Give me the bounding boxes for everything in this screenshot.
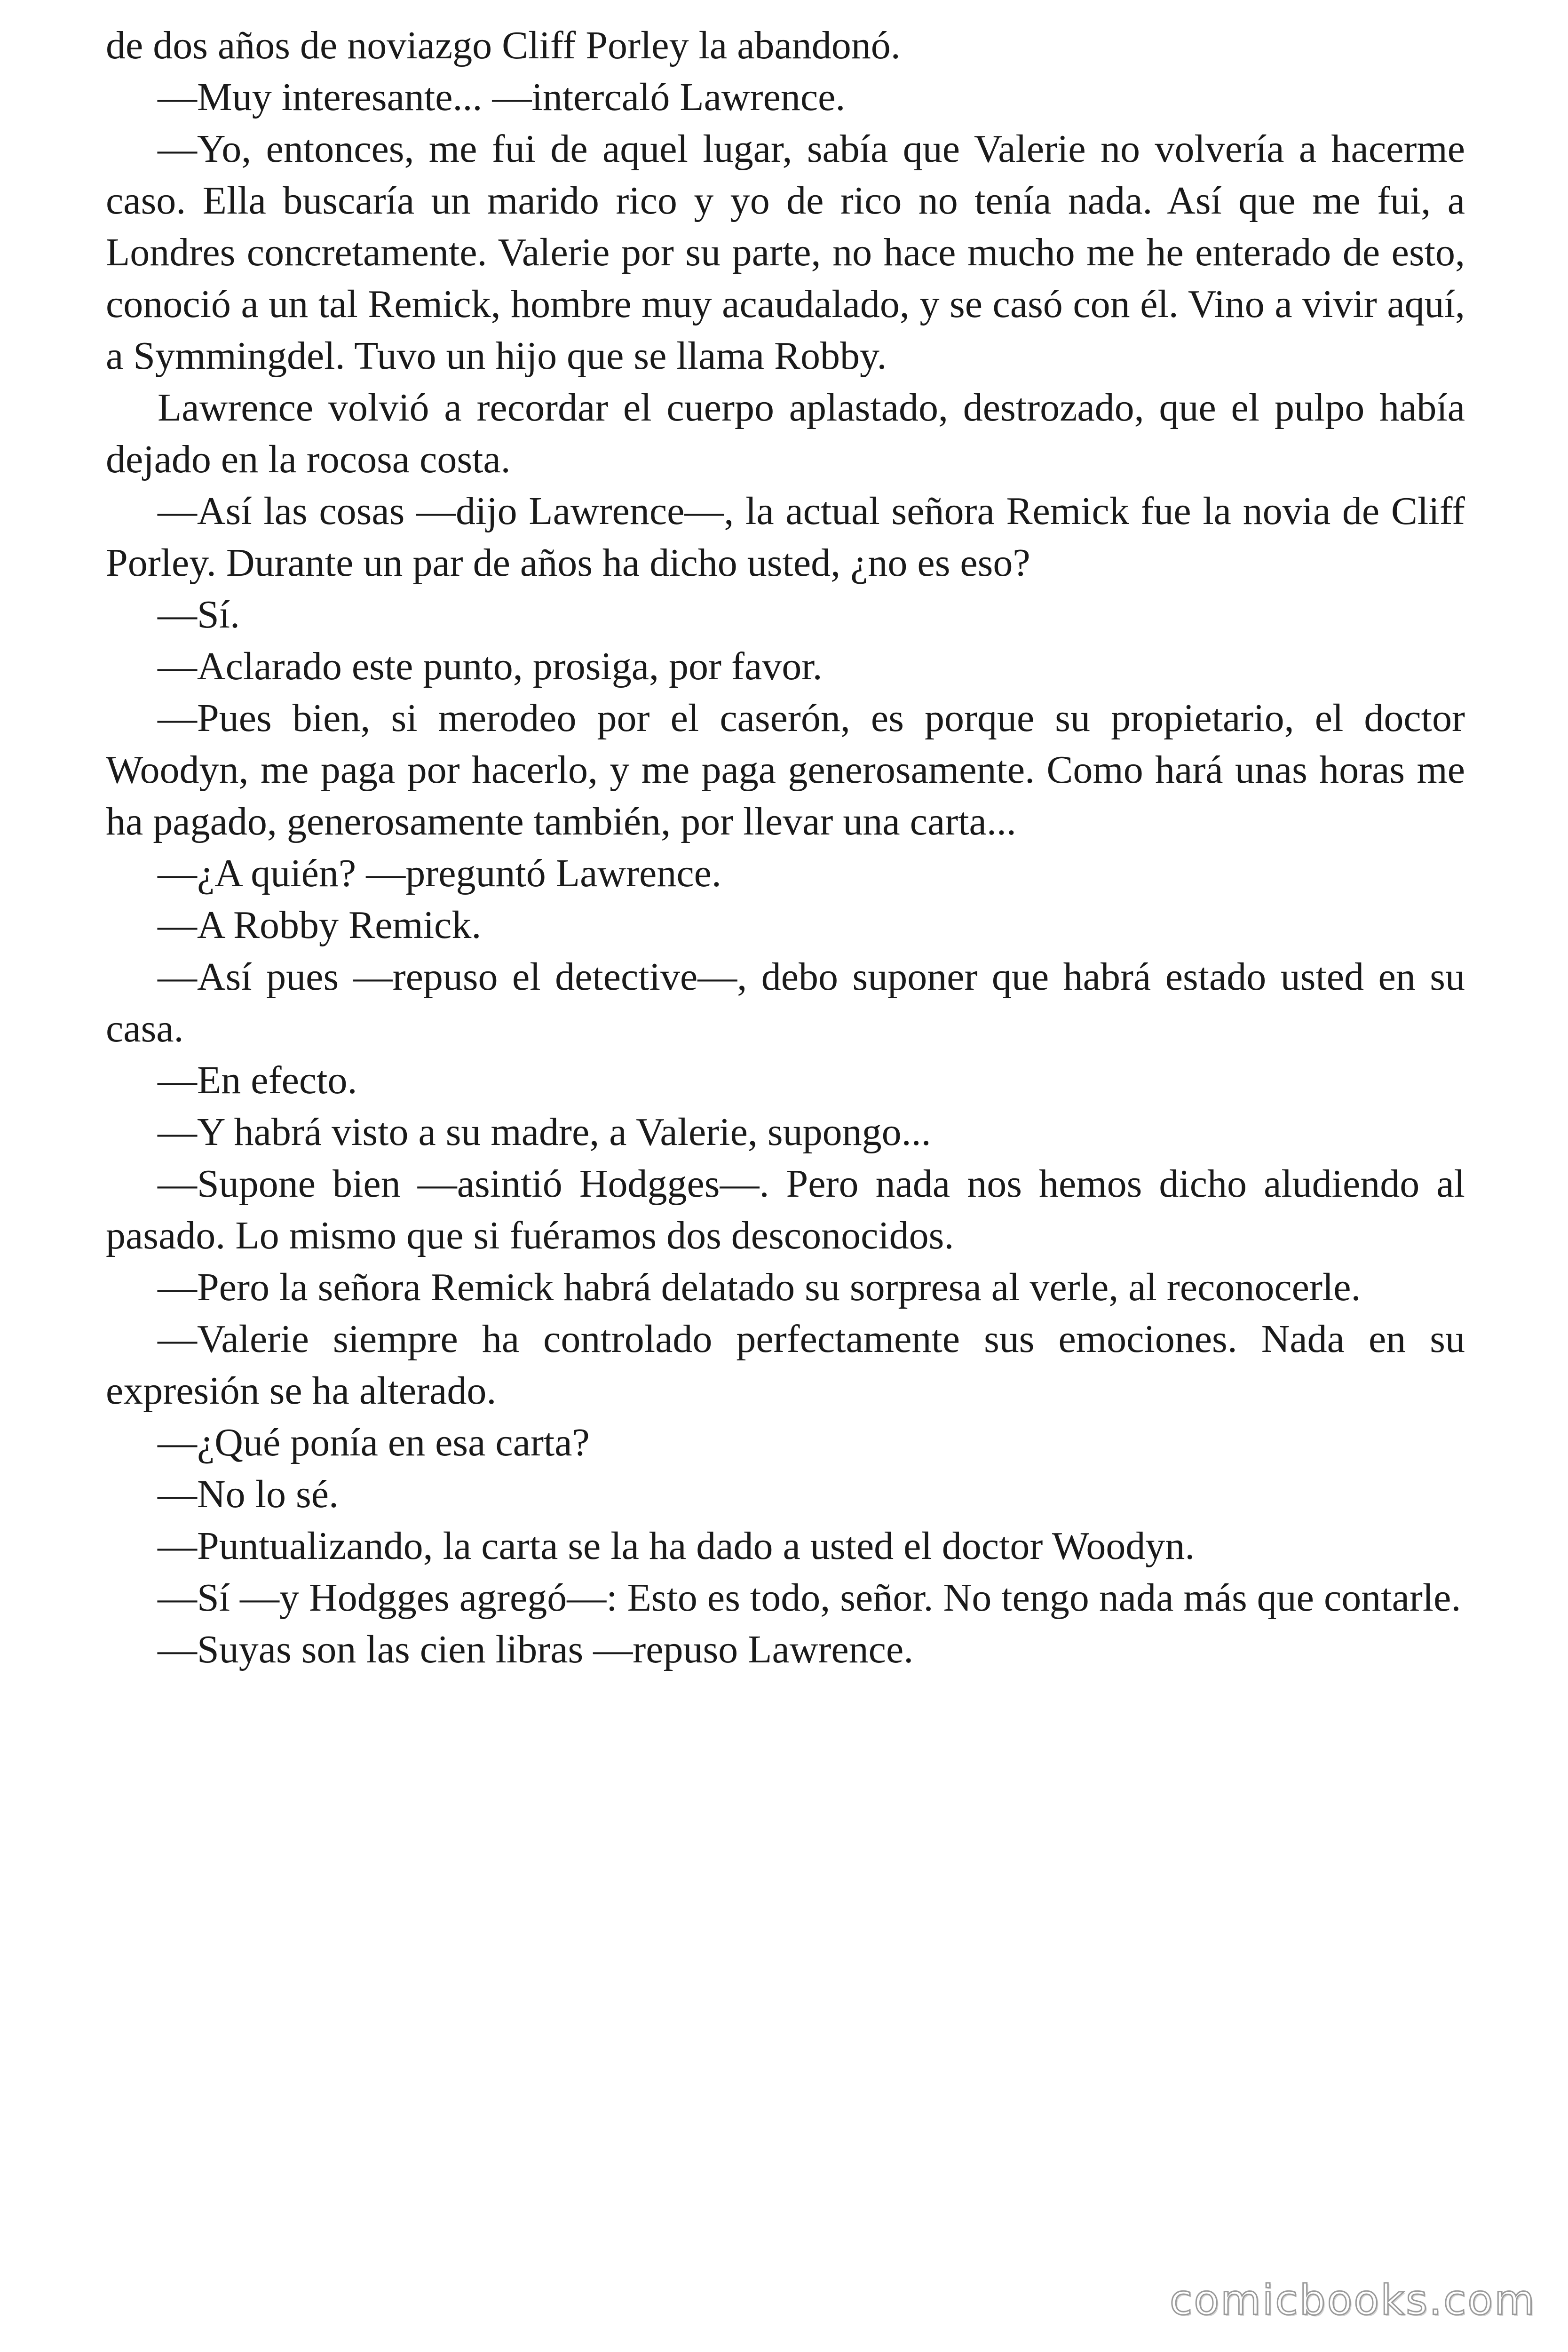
paragraph: —No lo sé. — [158, 1472, 339, 1516]
paragraph: —Pues bien, si merodeo por el caserón, es porque su propietario, el doctor Woodyn, me paga por hacerlo, y me paga generosamente. Como hará unas horas me ha pagado, generosamente también, por llevar una carta... — [106, 696, 1465, 843]
paragraph: —Suyas son las cien libras —repuso Lawrence. — [158, 1628, 914, 1671]
paragraph: —Pero la señora Remick habrá delatado su sorpresa al verle, al reconocerle. — [158, 1265, 1361, 1309]
paragraph: —¿A quién? —preguntó Lawrence. — [158, 851, 721, 895]
paragraph: —¿Qué ponía en esa carta? — [158, 1421, 590, 1464]
paragraph: —Sí. — [158, 593, 240, 636]
paragraph: de dos años de noviazgo Cliff Porley la abandonó. — [106, 24, 901, 67]
paragraph: —Muy interesante... —intercaló Lawrence. — [158, 75, 846, 119]
paragraph: —Supone bien —asintió Hodgges—. Pero nada nos hemos dicho aludiendo al pasado. Lo mismo que si fuéramos dos desconocidos. — [106, 1162, 1465, 1257]
paragraph: —A Robby Remick. — [158, 903, 482, 947]
paragraph: —Yo, entonces, me fui de aquel lugar, sabía que Valerie no volvería a hacerme caso. Ella buscaría un marido rico y yo de rico no tenía nada. Así que me fui, a Londres concretamente. Valerie por su parte, no hace mucho me he enterado de esto, conoció a un tal Remick, hombre muy acaudalado, y se casó con él. Vino a vivir aquí, a Symmingdel. Tuvo un hijo que se llama Robby. — [106, 127, 1465, 378]
paragraph: —En efecto. — [158, 1058, 357, 1102]
document-page — [106, 20, 1465, 1676]
paragraph: —Puntualizando, la carta se la ha dado a usted el doctor Woodyn. — [158, 1524, 1195, 1568]
watermark: comicbooks.com — [1169, 2276, 1536, 2324]
paragraph: —Valerie siempre ha controlado perfectamente sus emociones. Nada en su expresión se ha alterado. — [106, 1317, 1465, 1413]
paragraph: —Aclarado este punto, prosiga, por favor. — [158, 644, 823, 688]
paragraph: —Y habrá visto a su madre, a Valerie, supongo... — [158, 1110, 931, 1154]
paragraph: —Así las cosas —dijo Lawrence—, la actual señora Remick fue la novia de Cliff Porley. Durante un par de años ha dicho usted, ¿no es eso? — [106, 489, 1465, 585]
paragraph: —Sí —y Hodgges agregó—: Esto es todo, señor. No tengo nada más que contarle. — [158, 1576, 1461, 1620]
paragraph: —Así pues —repuso el detective—, debo suponer que habrá estado usted en su casa. — [106, 955, 1465, 1050]
paragraph: Lawrence volvió a recordar el cuerpo aplastado, destrozado, que el pulpo había dejado en la rocosa costa. — [106, 386, 1465, 481]
